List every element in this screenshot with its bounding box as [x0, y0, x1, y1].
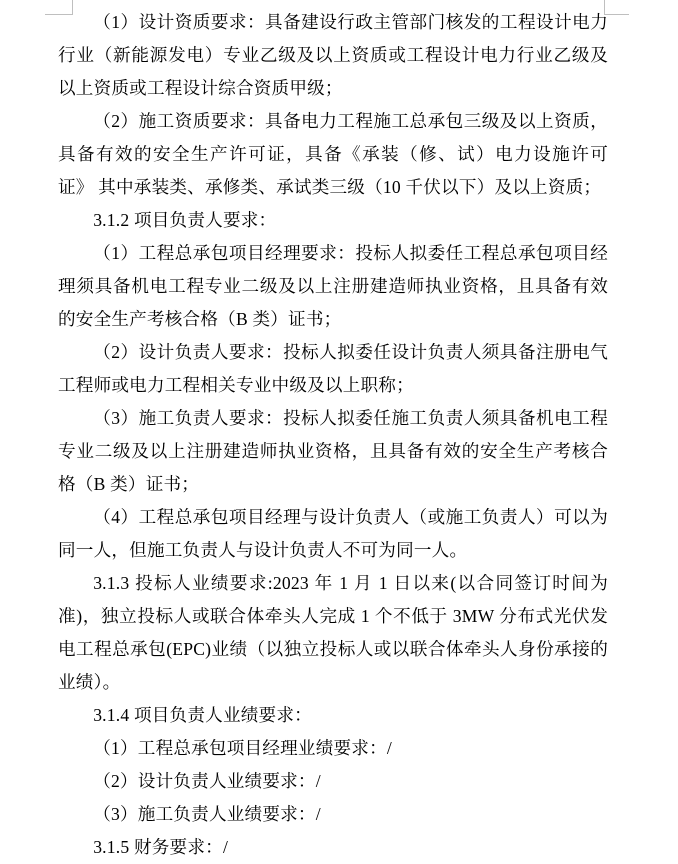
heading-3-1-5-financial-requirement: 3.1.5 财务要求：/ [93, 837, 229, 857]
document-body [58, 6, 608, 864]
paragraph-epc-manager-performance: （1）工程总承包项目经理业绩要求：/ [93, 738, 392, 758]
paragraph-design-leader-requirement: （2）设计负责人要求：投标人拟委任设计负责人须具备注册电气工程师或电力工程相关专业中级及以上职称； [58, 342, 608, 395]
paragraph-construction-qualification: （2）施工资质要求：具备电力工程施工总承包三级及以上资质，具备有效的安全生产许可证，具备《承装（修、试）电力设施许可证》 其中承装类、承修类、承试类三级（10 千伏以下）及以上资质； [58, 111, 608, 197]
paragraph-design-leader-performance: （2）设计负责人业绩要求：/ [93, 771, 321, 791]
paragraph-construction-leader-performance: （3）施工负责人业绩要求：/ [93, 804, 321, 824]
paragraph-epc-project-manager-requirement: （1）工程总承包项目经理要求：投标人拟委任工程总承包项目经理须具备机电工程专业二级及以上注册建造师执业资格，且具备有效的安全生产考核合格（B 类）证书； [58, 243, 608, 329]
heading-3-1-2-project-leader-requirements: 3.1.2 项目负责人要求： [93, 210, 277, 230]
heading-3-1-4-leader-performance-requirements: 3.1.4 项目负责人业绩要求： [93, 705, 312, 725]
paragraph-3-1-3-bidder-performance-requirement: 3.1.3 投标人业绩要求:2023 年 1 月 1 日以来(以合同签订时间为准)，独立投标人或联合体牵头人完成 1 个不低于 3MW 分布式光伏发电工程总承包(EPC)业绩（以独立投标人或以联合体牵头人身份承接的业绩）。 [58, 573, 608, 692]
paragraph-construction-leader-requirement: （3）施工负责人要求：投标人拟委任施工负责人须具备机电工程专业二级及以上注册建造师执业资格，且具备有效的安全生产考核合格（B 类）证书； [58, 408, 608, 494]
paragraph-design-qualification: （1）设计资质要求：具备建设行政主管部门核发的工程设计电力行业（新能源发电）专业乙级及以上资质或工程设计电力行业乙级及以上资质或工程设计综合资质甲级； [58, 12, 608, 98]
paragraph-same-person-rule: （4）工程总承包项目经理与设计负责人（或施工负责人）可以为同一人，但施工负责人与设计负责人不可为同一人。 [58, 507, 608, 560]
